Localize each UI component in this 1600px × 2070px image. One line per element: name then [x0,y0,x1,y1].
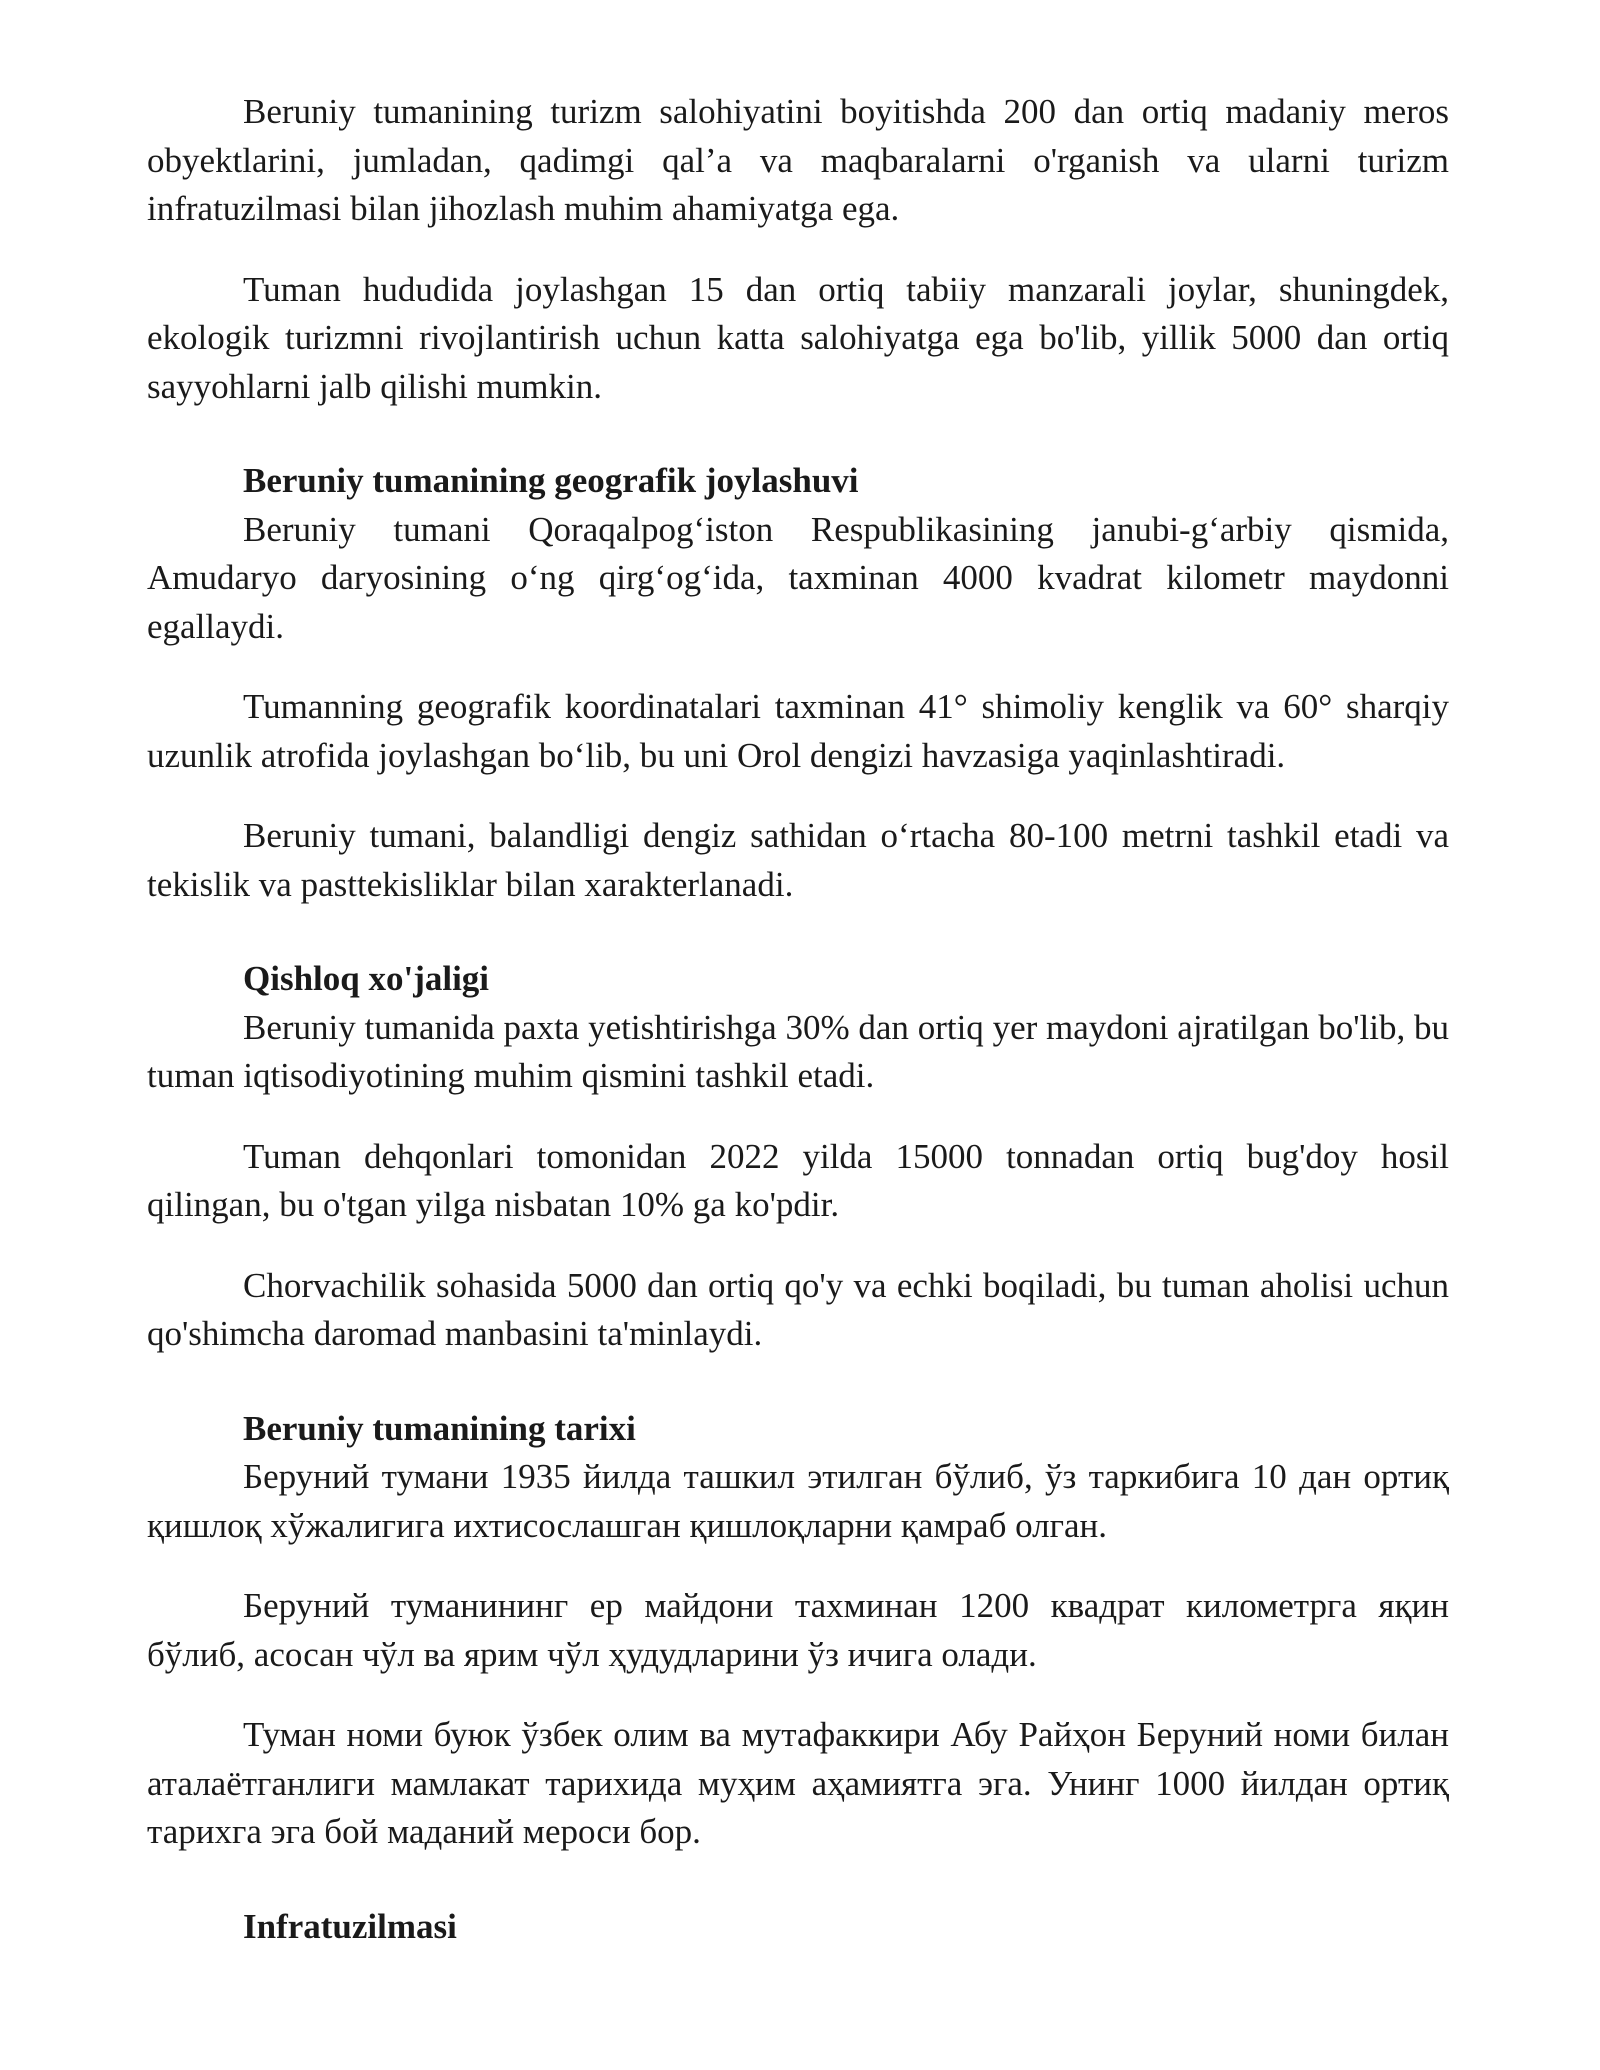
paragraph-geography-location: Beruniy tumani Qoraqalpog‘iston Respublikasining janubi-g‘arbiy qismida, Amudaryo daryosining o‘ng qirg‘og‘ida, taxminan 4000 kvadrat kilometr maydonni egallaydi. [147,509,1449,646]
paragraph-geography-elevation: Beruniy tumani, balandligi dengiz sathidan o‘rtacha 80-100 metrni tashkil etadi va tekislik va pasttekisliklar bilan xarakterlanadi. [147,816,1449,904]
document-page [147,88,1449,1951]
heading-infrastructure: Infratuzilmasi [243,1906,457,1946]
paragraph-tourism-heritage: Beruniy tumanining turizm salohiyatini boyitishda 200 dan ortiq madaniy meros obyektlarini, jumladan, qadimgi qal’a va maqbaralarni o'rganish va ularni turizm infratuzilmasi bilan jihozlash muhim ahamiyatga ega. [147,92,1449,228]
heading-history: Beruniy tumanining tarixi [243,1408,636,1448]
paragraph-tourism-nature: Tuman hududida joylashgan 15 dan ortiq tabiiy manzarali joylar, shuningdek, ekologik turizmni rivojlantirish uchun katta salohiyatga ega bo'lib, yillik 5000 dan ortiq sayyohlarni jalb qilishi mumkin. [147,269,1449,406]
paragraph-agriculture-livestock: Chorvachilik sohasida 5000 dan ortiq qo'y va echki boqiladi, bu tuman aholisi uchun qo'shimcha daromad manbasini ta'minlaydi. [147,1265,1449,1353]
paragraph-geography-coordinates: Tumanning geografik koordinatalari taxminan 41° shimoliy kenglik va 60° sharqiy uzunlik atrofida joylashgan bo‘lib, bu uni Orol dengizi havzasiga yaqinlashtiradi. [147,687,1449,775]
heading-agriculture: Qishloq xo'jaligi [243,959,490,998]
paragraph-agriculture-cotton: Beruniy tumanida paxta yetishtirishga 30% dan ortiq yer maydoni ajratilgan bo'lib, bu tuman iqtisodiyotining muhim qismini tashkil etadi. [147,1007,1449,1095]
heading-geography: Beruniy tumanining geografik joylashuvi [243,461,859,500]
paragraph-history-founding: Беруний тумани 1935 йилда ташкил этилган бўлиб, ўз таркибига 10 дан ортиқ қишлоқ хўжалигига ихтисослашган қишлоқларни қамраб олган. [147,1457,1449,1545]
paragraph-history-name: Туман номи буюк ўзбек олим ва мутафаккири Абу Райҳон Беруний номи билан аталаётганлиги мамлакат тарихида муҳим аҳамиятга эга. Унинг 1000 йилдан ортиқ тарихга эга бой маданий мероси бор. [147,1715,1449,1851]
paragraph-agriculture-wheat: Tuman dehqonlari tomonidan 2022 yilda 15000 tonnadan ortiq bug'doy hosil qilingan, bu o'tgan yilga nisbatan 10% ga ko'pdir. [147,1136,1449,1224]
paragraph-history-area: Беруний туманининг ер майдони тахминан 1200 квадрат километрга яқин бўлиб, асосан чўл ва ярим чўл ҳудудларини ўз ичига олади. [147,1586,1449,1674]
